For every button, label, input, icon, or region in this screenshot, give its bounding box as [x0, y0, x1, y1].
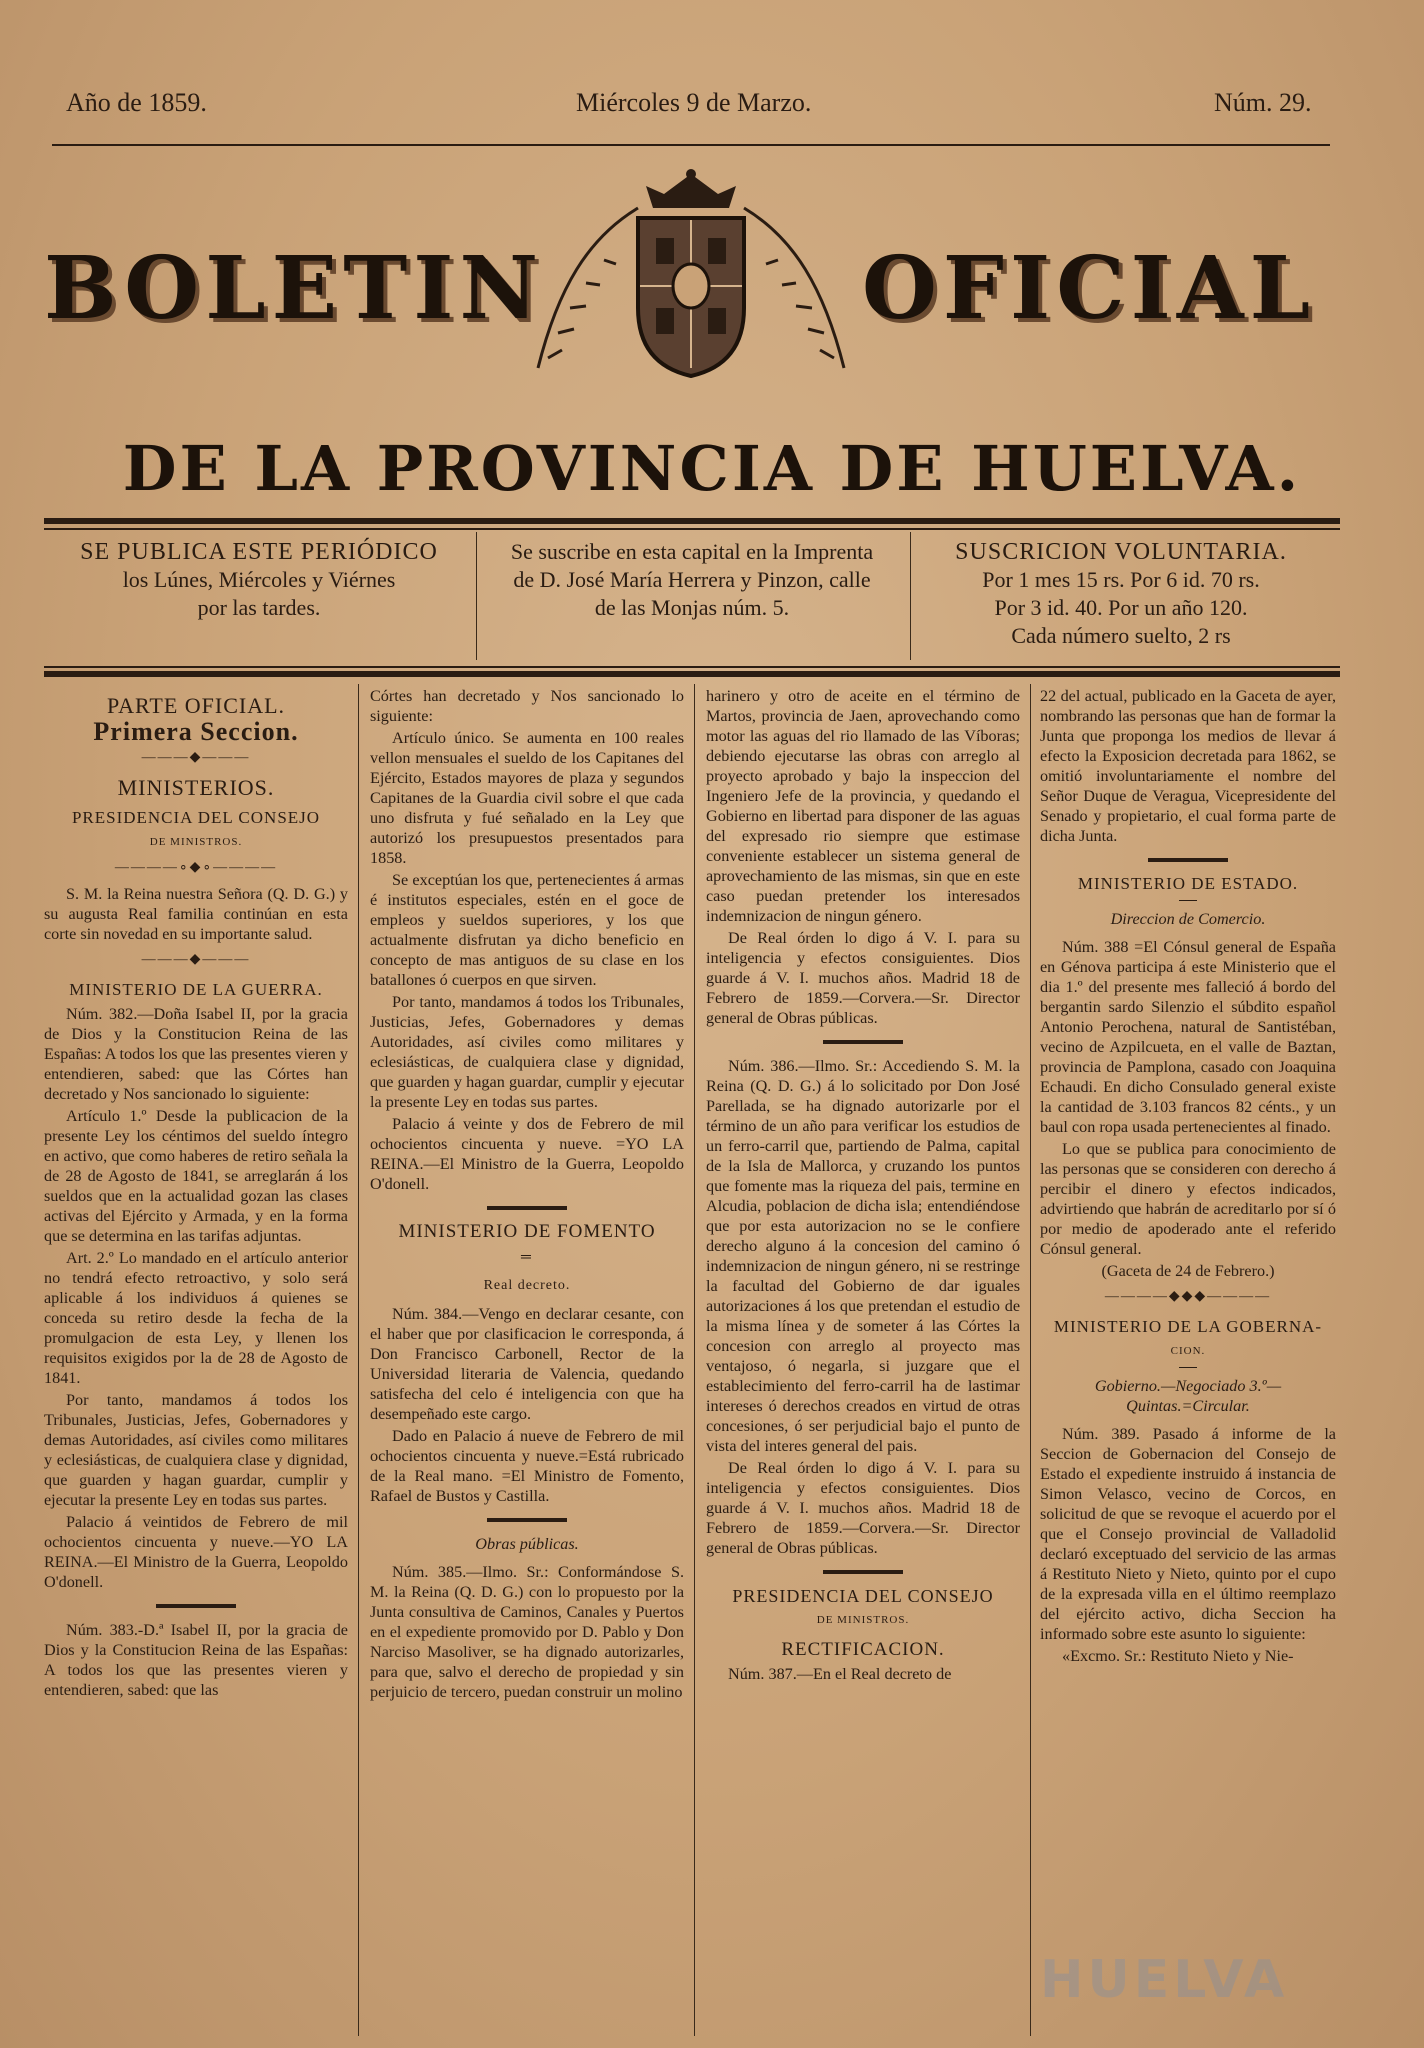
palacio-paragraph: Palacio á veinte y dos de Febrero de mil ochocientos cincuenta y nueve. =YO LA REINA.—El Ministro de la Guerra, Leopoldo O'donell.	[370, 1115, 684, 1193]
exceptuan-paragraph: Se exceptúan los que, pertenecientes á armas é institutos especiales, estén en el goce de empleos y sueldos superiores, y los que actualmente disfrutan ya dicho beneficio en concepto de mas antiguos de su clase en los batallones ó cuerpos en que sirven.	[370, 871, 684, 989]
gobierno-heading: Gobierno.—Negociado 3.º—Quintas.=Circular.	[1094, 1377, 1282, 1415]
info-right-line-1: Por 1 mes 15 rs. Por 6 id. 70 rs.	[982, 567, 1260, 592]
section-bar	[156, 1604, 236, 1608]
column-divider-3	[1030, 684, 1031, 2036]
article-1: Artículo 1.º Desde la publicacion de la presente Ley los céntimos del sueldo íntegro en activo, que como haberes de retiro señala la de 28 de Agosto de 1841, se arreglarán á los sueldos que en la actualidad gozan las clases activas del Ejército y Armada, y en la forma que se determina en las tarifas adjuntas.	[44, 1107, 348, 1245]
ornament-divider: ———◆———	[141, 952, 251, 967]
gobernacion-subheading: CION.	[1170, 1345, 1206, 1357]
column-2	[370, 686, 684, 2041]
col4-continuation: 22 del actual, publicado en la Gaceta de ayer, nombrando las personas que han de formar la Junta que proponga los medios de llevar á efecto la Exposicion decretada para 1862, se omitió involuntariamente el nombre del Señor Duque de Veragua, Vicepresidente del Senado y propietario, el cual forma parte de dicha Junta.	[1040, 687, 1336, 845]
presidencia-subheading: DE MINISTROS.	[816, 1614, 910, 1626]
decree-389: Núm. 389. Pasado á informe de la Seccion de Gobernacion del Consejo de Estado el expediente instruido á instancia de Simon Velasco, vecino de Corcos, en solicitud de que se revoque el acuerdo por el que el Consejo provincial de Valladolid declaró exceptuado del servicio de las armas á Restituto Nieto y Nieto, quinto por el cupo de la expresada villa en el último reemplazo del ejército activo, dicha Seccion ha informado sobre este asunto lo siguiente:	[1040, 1425, 1336, 1643]
section-bar	[823, 1570, 903, 1574]
info-subscription	[482, 538, 902, 622]
parte-oficial-heading: PARTE OFICIAL.	[106, 693, 286, 718]
primera-seccion-heading: Primera Seccion.	[93, 717, 299, 746]
section-bar	[1148, 858, 1228, 862]
guerra-heading: MINISTERIO DE LA GUERRA.	[69, 980, 323, 999]
info-divider-1	[476, 532, 477, 660]
short-dash	[1179, 1367, 1197, 1368]
info-right-line-3: Cada número suelto, 2 rs	[1011, 623, 1231, 648]
column-divider-1	[358, 684, 359, 2036]
publica-paragraph: Lo que se publica para conocimiento de las personas que se consideren con derecho á percibir el dinero y efectos indicados, advirtiendo que habrán de acreditarlo por sí ó por medio de apoderado ante el referido Cónsul general.	[1040, 1140, 1336, 1258]
salud-paragraph: S. M. la Reina nuestra Señora (Q. D. G.) y su augusta Real familia continúan en esta corte sin novedad en su importante salud.	[44, 885, 348, 943]
thin-rule-bottom	[44, 666, 1340, 668]
info-center-line-2: de D. José María Herrera y Pinzon, calle	[513, 567, 871, 592]
masthead-right: OFICIAL	[862, 238, 1317, 339]
column-3	[706, 686, 1020, 2041]
decree-388: Núm. 388 =El Cónsul general de España en Génova participa á este Ministerio que el dia 1.º del presente mes falleció á bordo del bergantin sardo Silenzio el súbdito español Antonio Perochena, natural de Santistéban, vecino de Azpilcueta, en el valle de Baztan, provincia de Pamplona, casado con Joaquina Echaudi. En dicho Consulado general existe la cantidad de 3.103 francos 82 cénts., y un baul con ropa usada pertenecientes al finado.	[1040, 938, 1336, 1136]
info-left-line-2: los Lúnes, Miércoles y Viérnes	[122, 567, 396, 592]
ornament-divider: ————∘◆∘————	[114, 860, 278, 875]
excmo-paragraph: «Excmo. Sr.: Restituto Nieto y Nie-	[1062, 1647, 1294, 1665]
masthead-left: BOLETIN	[44, 238, 545, 339]
info-divider-2	[910, 532, 911, 660]
gobernacion-heading: MINISTERIO DE LA GOBERNA-	[1053, 1317, 1323, 1336]
obras-publicas-heading: Obras públicas.	[475, 1535, 579, 1553]
ornament-divider: ————◆◆◆————	[1104, 1289, 1272, 1304]
column-1	[44, 686, 348, 2041]
articulo-unico: Artículo único. Se aumenta en 100 reales vellon mensuales el sueldo de los Capitanes del Ejército, Estados mayores de plaza y segundos Capitanes de la Guardia civil sobre el que cada uno disfruta y fué señalado en la Ley que autorizó los presupuestos presentados para 1858.	[370, 729, 684, 867]
presidencia-heading: PRESIDENCIA DEL CONSEJO	[71, 808, 321, 827]
coat-of-arms-icon	[528, 168, 854, 384]
gaceta-reference: (Gaceta de 24 de Febrero.)	[1101, 1262, 1275, 1280]
decree-387: Núm. 387.—En el Real decreto de	[728, 1665, 952, 1683]
palacio-paragraph: Palacio á veintidos de Febrero de mil ochocientos cincuenta y nueve.—YO LA REINA.—El Ministro de la Guerra, Leopoldo O'donell.	[44, 1513, 348, 1591]
thick-rule-top	[44, 518, 1340, 524]
section-bar	[487, 1206, 567, 1210]
huelva-watermark: HUELVA	[1040, 1950, 1289, 2010]
decree-385: Núm. 385.—Ilmo. Sr.: Conformándose S. M. la Reina (Q. D. G.) con lo propuesto por la Junta consultiva de Caminos, Canales y Puertos en el expediente promovido por D. Pablo y Don Narciso Masoliver, se ha dignado autorizarles, para que, salvo el derecho de propiedad y sin perjuicio de tercero, puedan construir un molino	[370, 1563, 684, 1701]
por-tanto-paragraph: Por tanto, mandamos á todos los Tribunales, Justicias, Jefes, Gobernadores y demas Autoridades, así civiles como militares y eclesiásticas, de cualquiera clase y dignidad, que guarden y hagan guardar, cumplir y ejecutar la presente Ley en todas sus partes.	[44, 1391, 348, 1509]
real-orden-paragraph: De Real órden lo digo á V. I. para su inteligencia y efectos consiguientes. Dios guarde á V. I. muchos años. Madrid 18 de Febrero de 1859.—Corvera.—Sr. Director general de Obras públicas.	[706, 929, 1020, 1027]
info-left-line-3: por las tardes.	[197, 595, 321, 620]
info-prices	[916, 538, 1326, 650]
rectificacion-heading: RECTIFICACION.	[781, 1639, 945, 1660]
column-4	[1040, 686, 1336, 2041]
info-right-line-2: Por 3 id. 40. Por un año 120.	[994, 595, 1248, 620]
real-orden-paragraph: De Real órden lo digo á V. I. para su inteligencia y efectos consiguientes. Dios guarde á V. I. muchos años. Madrid 18 de Febrero de 1859.—Corvera.—Sr. Director general de Obras públicas.	[706, 1459, 1020, 1557]
info-left-line-1: SE PUBLICA ESTE PERIÓDICO	[80, 539, 438, 565]
ornament-divider: ———◆———	[141, 750, 251, 765]
dado-paragraph: Dado en Palacio á nueve de Febrero de mil ochocientos cincuenta y nueve.=Está rubricado de la Real mano. =El Ministro de Fomento, Rafael de Bustos y Castilla.	[370, 1427, 684, 1505]
header-rule	[52, 144, 1330, 146]
info-publication	[54, 538, 464, 622]
col3-continuation: harinero y otro de aceite en el término de Martos, provincia de Jaen, aprovechando como motor las aguas del rio llamado de las Víboras; debiendo ejecutarse las obras con arreglo al proyecto aprobado y bajo la inspeccion del Ingeniero Jefe de la provincia, y quedando el Gobierno en libertad para disponer de las aguas del expresado rio siempre que estimase conveniente establecer un sistema general de aprovechamiento de las mismas, sin que en este caso puedan pretender los interesados indemnizacion de ningun género.	[706, 687, 1020, 925]
issue-number: Núm. 29.	[1214, 88, 1312, 117]
presidencia-subheading: DE MINISTROS.	[149, 836, 243, 848]
decree-383: Núm. 383.-D.ª Isabel II, por la gracia de Dios y la Constitucion Reina de las Españas: A todos los que las presentes vieren y entendieren, sabed: que las	[44, 1621, 348, 1699]
direccion-comercio-heading: Direccion de Comercio.	[1110, 910, 1266, 928]
col2-continuation: Córtes han decretado y Nos sancionado lo siguiente:	[370, 687, 684, 725]
por-tanto-paragraph: Por tanto, mandamos á todos los Tribunales, Justicias, Jefes, Gobernadores y demas Autoridades, así civiles como militares y eclesiásticas, de cualquiera clase y dignidad, que guarden y hagan guardar, cumplir y ejecutar la presente Ley en todas sus partes.	[370, 993, 684, 1111]
info-right-title: SUSCRICION VOLUNTARIA.	[955, 539, 1287, 565]
short-dash	[1179, 900, 1197, 901]
ministerios-heading: MINISTERIOS.	[117, 775, 275, 800]
section-bar	[487, 1518, 567, 1522]
article-2: Art. 2.º Lo mandado en el artículo anterior no tendrá efecto retroactivo, y solo será aplicable á los individuos á quienes se conceda su retiro desde la fecha de la promulgacion de esta Ley, y llenen los requisitos exigidos por la de 28 de Agosto de 1841.	[44, 1249, 348, 1387]
estado-heading: MINISTERIO DE ESTADO.	[1077, 874, 1299, 893]
info-center-line-3: de las Monjas núm. 5.	[594, 595, 790, 620]
decree-384: Núm. 384.—Vengo en declarar cesante, con el haber que por clasificacion le corresponda, á Don Francisco Carbonell, Rector de la Universidad literaria de Valencia, quedando satisfecha del celo é inteligencia con que ha desempeñado este cargo.	[370, 1305, 684, 1423]
section-bar	[823, 1040, 903, 1044]
real-decreto-heading: Real decreto.	[483, 1278, 571, 1293]
masthead-subtitle: DE LA PROVINCIA DE HUELVA.	[122, 432, 1302, 505]
fomento-heading: MINISTERIO DE FOMENTO	[398, 1221, 656, 1242]
double-dash-divider: ═	[521, 1250, 533, 1265]
year-label: Año de 1859.	[66, 88, 207, 117]
decree-382: Núm. 382.—Doña Isabel II, por la gracia de Dios y la Constitucion Reina de las Españas: A todos los que las presentes vieren y entendieren, sabed: que las Córtes han decretado y Nos sancionado lo siguiente:	[44, 1005, 348, 1103]
presidencia-heading: PRESIDENCIA DEL CONSEJO	[732, 1586, 994, 1606]
thick-rule-bottom	[44, 671, 1340, 677]
thin-rule-top	[44, 528, 1340, 530]
decree-386: Núm. 386.—Ilmo. Sr.: Accediendo S. M. la Reina (Q. D. G.) á lo solicitado por Don José Parellada, se ha dignado autorizarle por el término de un año para verificar los estudios de un ferro-carril que, partiendo de Palma, capital de la Isla de Mallorca, y cruzando los puntos que fomente mas la riqueza del pais, termine en Alcudia, poblacion de dicha isla; entendiéndose que por esta autorizacion no se le confiere derecho alguno á la concesion del camino ó indemnizacion de ningun género, ni se restringe la facultad del Gobierno de dar iguales autorizaciones á los que pretendan el estudio de la misma línea y de someter á las Córtes la concesion con arreglo al proyecto mas ventajoso, ó negarla, si juzgare que el establecimiento del ferro-carril ha de lastimar intereses ó derechos creados en virtud de otras concesiones, ó ser perjudicial bajo el punto de vista del interes general del pais.	[706, 1057, 1020, 1455]
column-divider-2	[694, 684, 695, 2036]
date-label: Miércoles 9 de Marzo.	[576, 88, 812, 117]
info-center-line-1: Se suscribe en esta capital en la Imprenta	[510, 539, 874, 564]
